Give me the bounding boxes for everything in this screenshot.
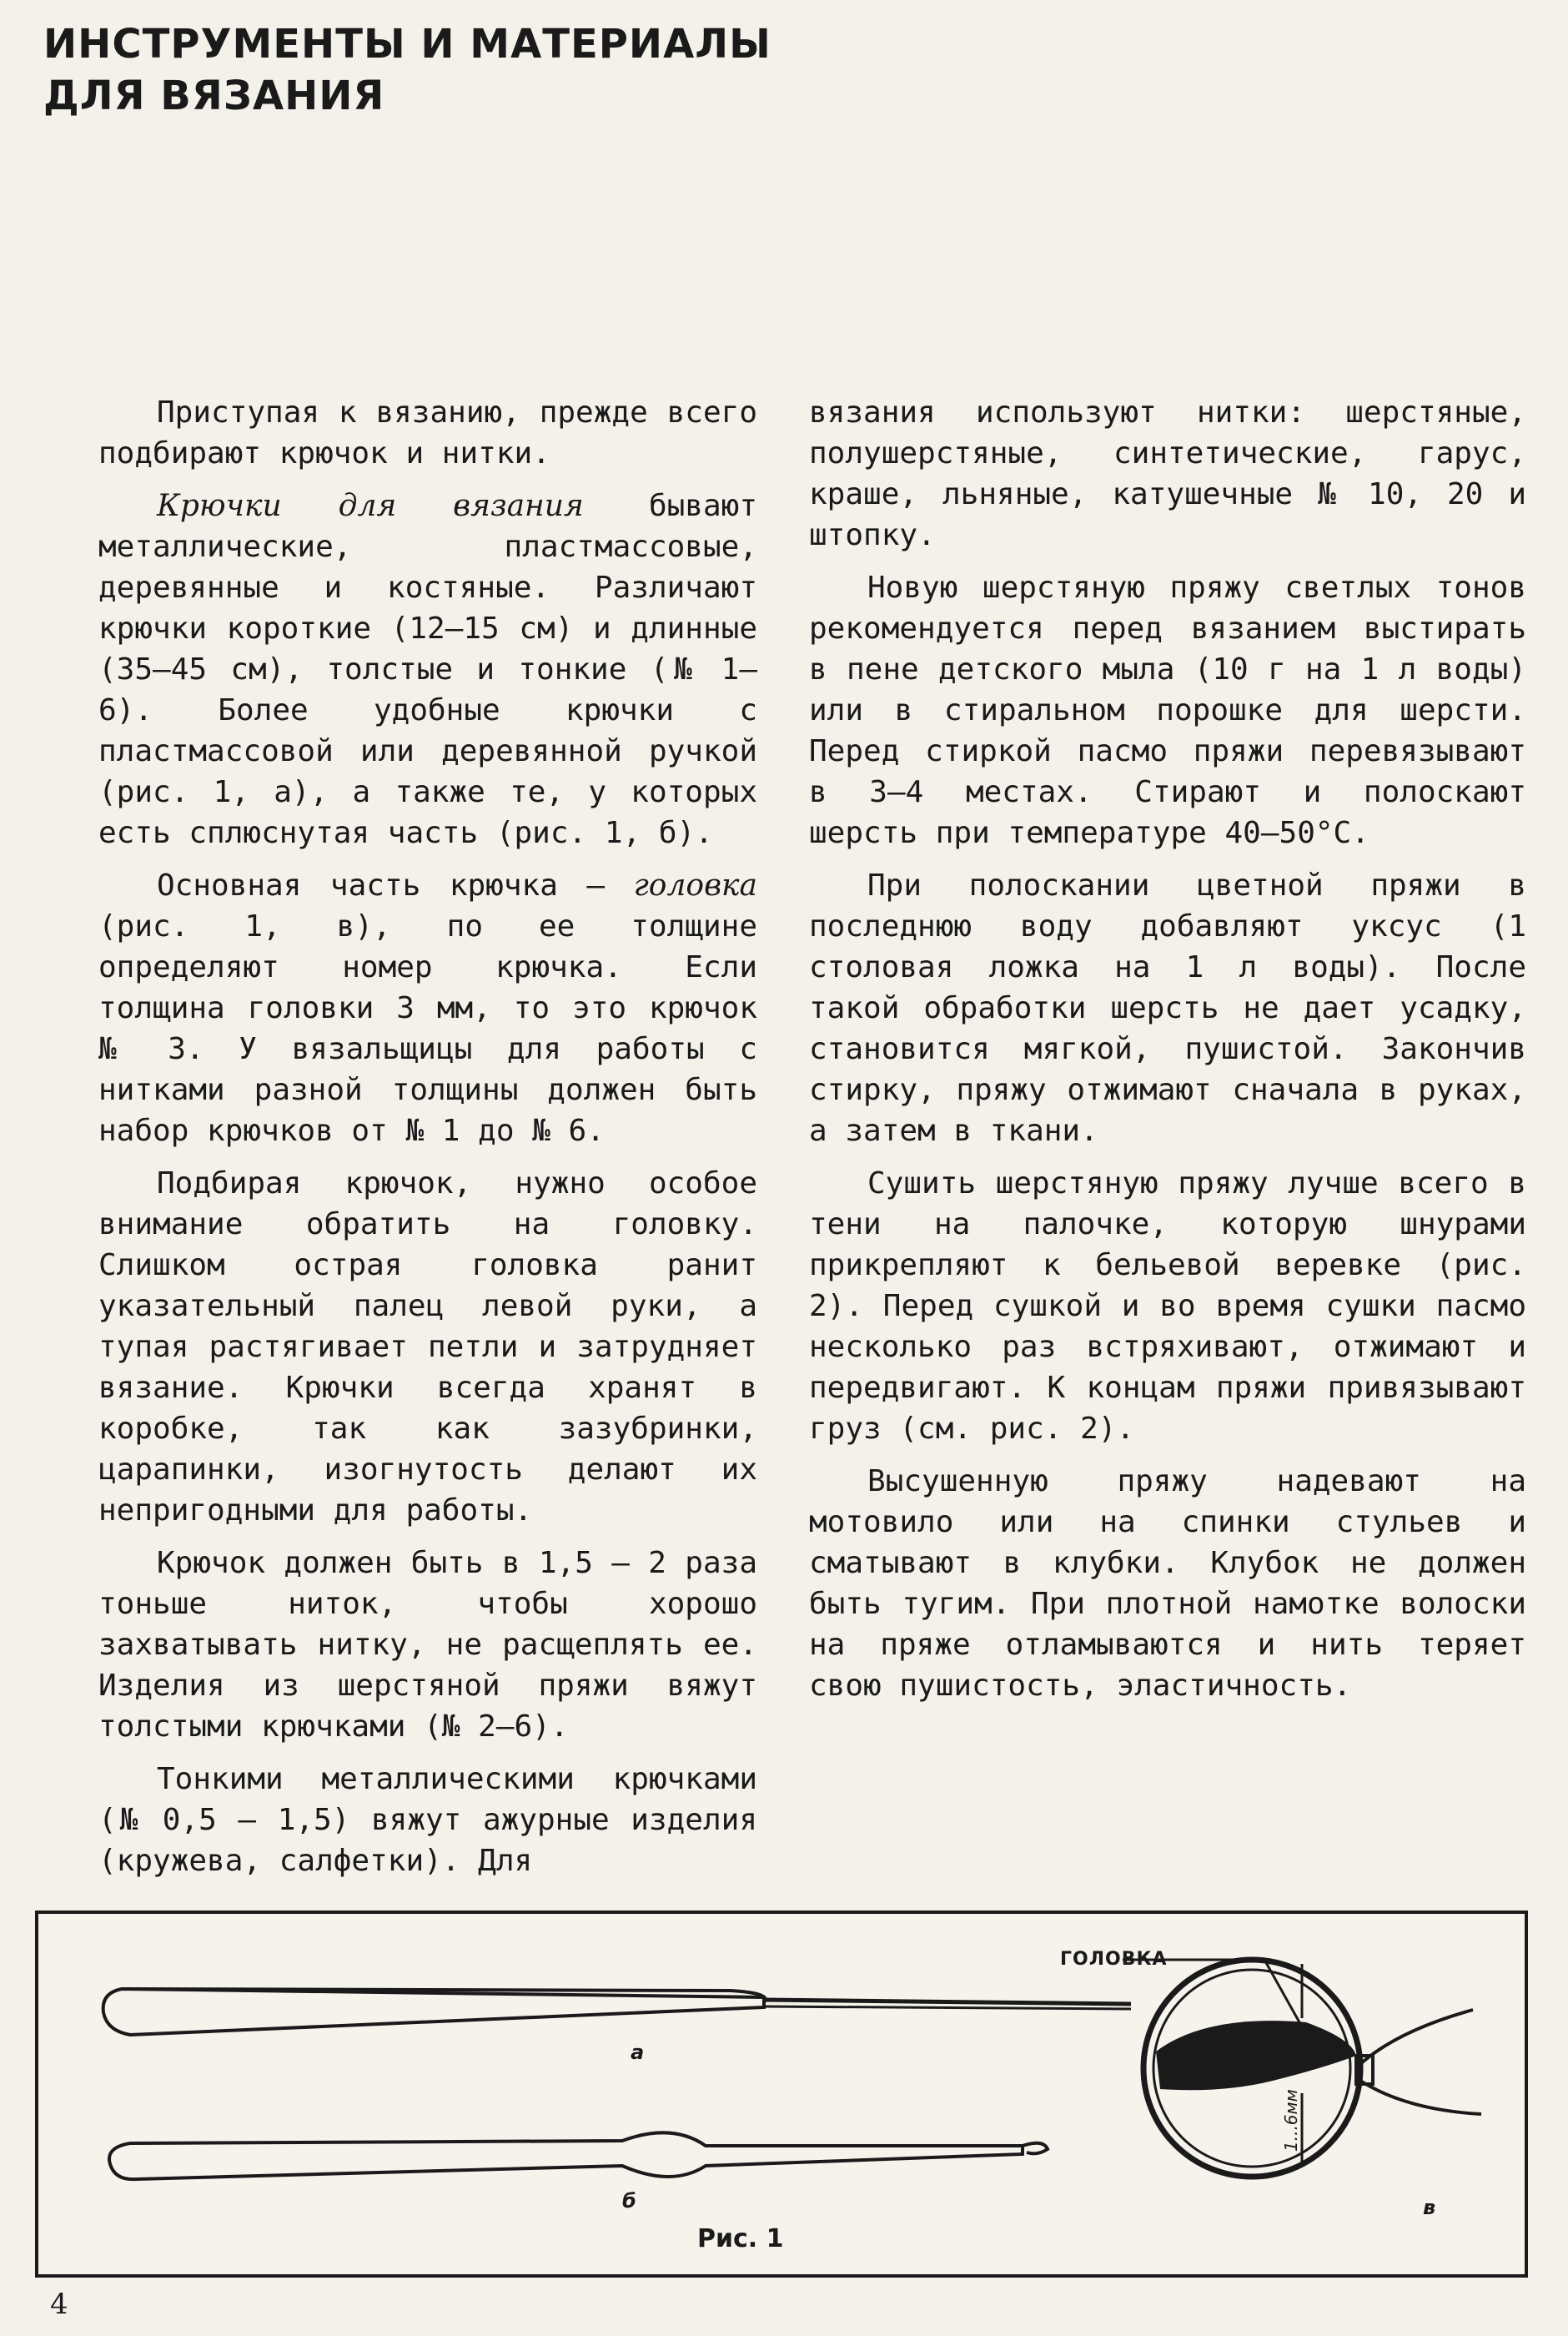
head-callout-label: ГОЛОВКА — [1060, 1949, 1168, 1970]
title-line-2: ДЛЯ ВЯЗАНИЯ — [43, 73, 385, 119]
figure-crochet-hooks — [35, 1911, 1528, 2278]
right-column — [809, 392, 1526, 1718]
paragraph: Сушить шерстяную пряжу лучше всего в тени на палочке, которую шнурами прикрепляют к бельевой веревке (рис. 2). Перед сушкой и во время сушки пасмо несколько раз встряхивают, отжимают и передвигают. К концам пряжи привязывают груз (см. рис. 2). — [809, 1166, 1526, 1446]
paragraph-text: Основная часть крючка — — [157, 868, 634, 903]
figure-caption: Рис. 1 — [697, 2224, 784, 2253]
paragraph: Подбирая крючок, нужно особое внимание обратить на головку. Слишком острая головка ранит указательный палец левой руки, а тупая растягивает петли и затрудняет вязание. Крючки всегда хранят в коробке, так как зазубринки, царапинки, изогнутость делают их непригодными для работы. — [98, 1166, 757, 1528]
left-column — [98, 392, 757, 1893]
italic-term: головка — [633, 868, 757, 903]
label-v: в — [1423, 2196, 1436, 2219]
paragraph: Новую шерстяную пряжу светлых тонов рекомендуется перед вязанием выстирать в пене детского мыла (10 г на 1 л воды) или в стиральном порошке для шерсти. Перед стиркой пасмо пряжи перевязывают в 3—4 местах. Стирают и полоскают шерсть при температуре 40—50°С. — [809, 571, 1526, 850]
italic-term: Крючки для вязания — [157, 489, 584, 523]
paragraph: вязания используют нитки: шерстяные, полушерстяные, синтетические, гарус, краше, льняные, катушечные № 10, 20 и штопку. — [809, 395, 1526, 552]
paragraph-text: (рис. 1, в), по ее толщине определяют номер крючка. Если толщина головки 3 мм, то это крючок № 3. У вязальщицы для работы с нитками разной толщины должен быть набор крючков от № 1 до № 6. — [98, 909, 757, 1148]
paragraph — [98, 486, 757, 853]
hook-a — [103, 1989, 1131, 2035]
hooks-illustration — [38, 1914, 1525, 2274]
paragraph: Тонкими металлическими крючками (№ 0,5 — 1,5) вяжут ажурные изделия (кружева, салфетки). Для — [98, 1762, 757, 1878]
magnifier — [1123, 1960, 1481, 2177]
page-title — [43, 18, 811, 122]
label-a: а — [631, 2041, 645, 2064]
paragraph-text: бывают металлические, пластмассовые, деревянные и костяные. Различают крючки короткие (12—15 см) и длинные (35—45 см), толстые и тонкие (№ 1—6). Более удобные крючки с пластмассовой или деревянной ручкой (рис. 1, а), а также те, у которых есть сплюснутая часть (рис. 1, б). — [98, 489, 758, 850]
paragraph: Приступая к вязанию, прежде всего подбирают крючок и нитки. — [98, 395, 757, 471]
paragraph — [98, 865, 757, 1151]
paragraph: При полоскании цветной пряжи в последнюю воду добавляют уксус (1 столовая ложка на 1 л воды). После такой обработки шерсть не дает усадку, становится мягкой, пушистой. Закончив стирку, пряжу отжимают сначала в руках, а затем в ткани. — [809, 868, 1526, 1148]
paragraph: Крючок должен быть в 1,5 — 2 раза тоньше ниток, чтобы хорошо захватывать нитку, не расщеплять ее. Изделия из шерстяной пряжи вяжут толстыми крючками (№ 2—6). — [98, 1546, 757, 1744]
page-number: 4 — [50, 2288, 68, 2321]
label-b: б — [622, 2189, 636, 2213]
title-line-1: ИНСТРУМЕНТЫ И МАТЕРИАЛЫ — [43, 21, 771, 68]
paragraph: Высушенную пряжу надевают на мотовило или на спинки стульев и сматывают в клубки. Клубок не должен быть тугим. При плотной намотке волоски на пряже отламываются и нить теряет свою пушистость, эластичность. — [809, 1464, 1526, 1703]
hook-b — [109, 2132, 1048, 2179]
measure-label: 1...6мм — [1281, 2089, 1301, 2152]
